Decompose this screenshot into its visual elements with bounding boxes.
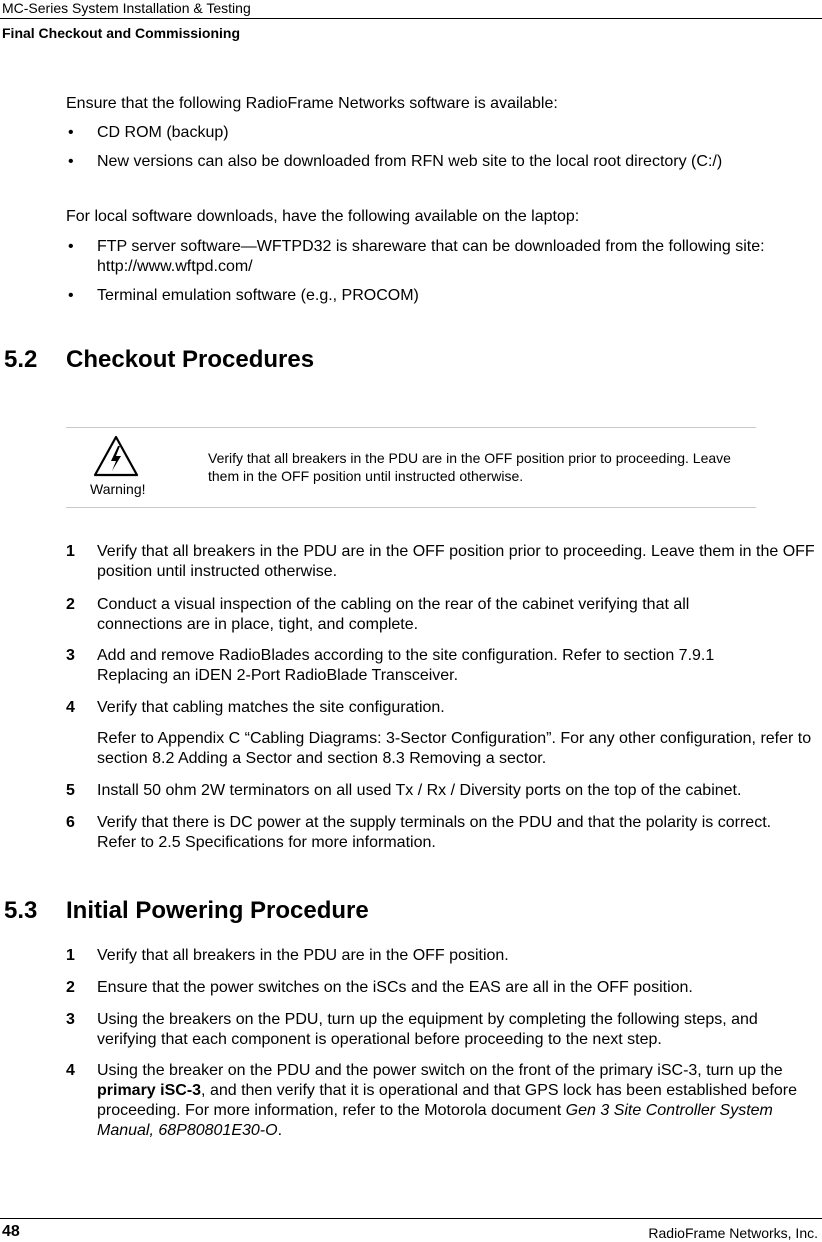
lightning-warning-icon [92, 434, 140, 478]
software-item: CD ROM (backup) [97, 124, 229, 141]
download-item: Terminal emulation software (e.g., PROCOM) [97, 287, 419, 304]
bullet-glyph: • [68, 238, 74, 255]
step-text: Verify that all breakers in the PDU are in the OFF position. [97, 947, 509, 964]
step-text: Add and remove RadioBlades according to the site configuration. Refer to section 7.9.1 Replacing an iDEN 2-Port RadioBlade Transceiver. [97, 647, 715, 684]
document-reference: Gen 3 Site Controller System Manual, 68P80801E30-O [97, 1102, 773, 1139]
warning-bottom-rule [66, 507, 756, 508]
step-text-bold: primary iSC-3 [97, 1082, 202, 1099]
step-number: 2 [66, 596, 75, 613]
warning-top-rule [66, 427, 756, 428]
step-number: 4 [66, 699, 75, 716]
step-text: Verify that there is DC power at the supply terminals on the PDU and that the polarity is correct. Refer to 2.5 Specifications for more information. [97, 814, 772, 851]
step-text-part: , and then verify that it is operational and that GPS lock has been established before proceeding. For more information, refer to the Motorola document [97, 1082, 797, 1119]
header-rule [0, 18, 822, 19]
section-title: Checkout Procedures [66, 346, 315, 373]
step-number: 3 [66, 1011, 75, 1028]
section-number: 5.2 [4, 346, 38, 373]
step-text-part: . [277, 1122, 283, 1139]
warning-text: Verify that all breakers in the PDU are in the OFF position prior to proceeding. Leave them in the OFF position until instructed otherwise. [208, 450, 731, 484]
step-text: Conduct a visual inspection of the cabling on the rear of the cabinet verifying that all connections are in place, tight, and complete. [97, 596, 690, 633]
footer-company: RadioFrame Networks, Inc. [648, 1225, 818, 1241]
step-text: Using the breakers on the PDU, turn up the equipment by completing the following steps, and verifying that each component is operational before proceeding to the next step. [97, 1011, 758, 1048]
software-intro: Ensure that the following RadioFrame Networks software is available: [66, 95, 558, 112]
step-number: 3 [66, 647, 75, 664]
step-number: 2 [66, 979, 75, 996]
running-header-subtitle: Final Checkout and Commissioning [2, 25, 241, 41]
running-header-title: MC-Series System Installation & Testing [2, 0, 251, 16]
bullet-glyph: • [68, 287, 74, 304]
downloads-intro: For local software downloads, have the following available on the laptop: [66, 208, 580, 225]
step-text-part: Using the breaker on the PDU and the power switch on the front of the primary iSC-3, turn up the [97, 1062, 783, 1079]
step-number: 1 [66, 543, 75, 560]
section-number: 5.3 [4, 897, 38, 924]
bullet-glyph: • [68, 124, 74, 141]
step-number: 4 [66, 1062, 75, 1079]
step-text: Ensure that the power switches on the iSCs and the EAS are all in the OFF position. [97, 979, 693, 996]
download-item: FTP server software—WFTPD32 is shareware that can be downloaded from the following site: http://www.wftpd.com/ [97, 238, 765, 275]
footer-rule [0, 1218, 822, 1219]
step-number: 1 [66, 947, 75, 964]
step-text: Verify that all breakers in the PDU are in the OFF position prior to proceeding. Leave them in the OFF position until instructed otherwise. [97, 543, 815, 580]
page-number: 48 [2, 1223, 20, 1240]
warning-label: Warning! [90, 481, 146, 497]
step-text: Verify that cabling matches the site configuration. [97, 699, 445, 716]
section-title: Initial Powering Procedure [66, 897, 369, 924]
step-text [97, 1061, 819, 1141]
step-note: Refer to Appendix C “Cabling Diagrams: 3-Sector Configuration”. For any other configuration, refer to section 8.2 Adding a Sector and section 8.3 Removing a sector. [97, 730, 812, 767]
software-item: New versions can also be downloaded from RFN web site to the local root directory (C:/) [97, 153, 723, 170]
step-text: Install 50 ohm 2W terminators on all used Tx / Rx / Diversity ports on the top of the cabinet. [97, 782, 742, 799]
bullet-glyph: • [68, 153, 74, 170]
step-number: 5 [66, 782, 75, 799]
step-number: 6 [66, 814, 75, 831]
